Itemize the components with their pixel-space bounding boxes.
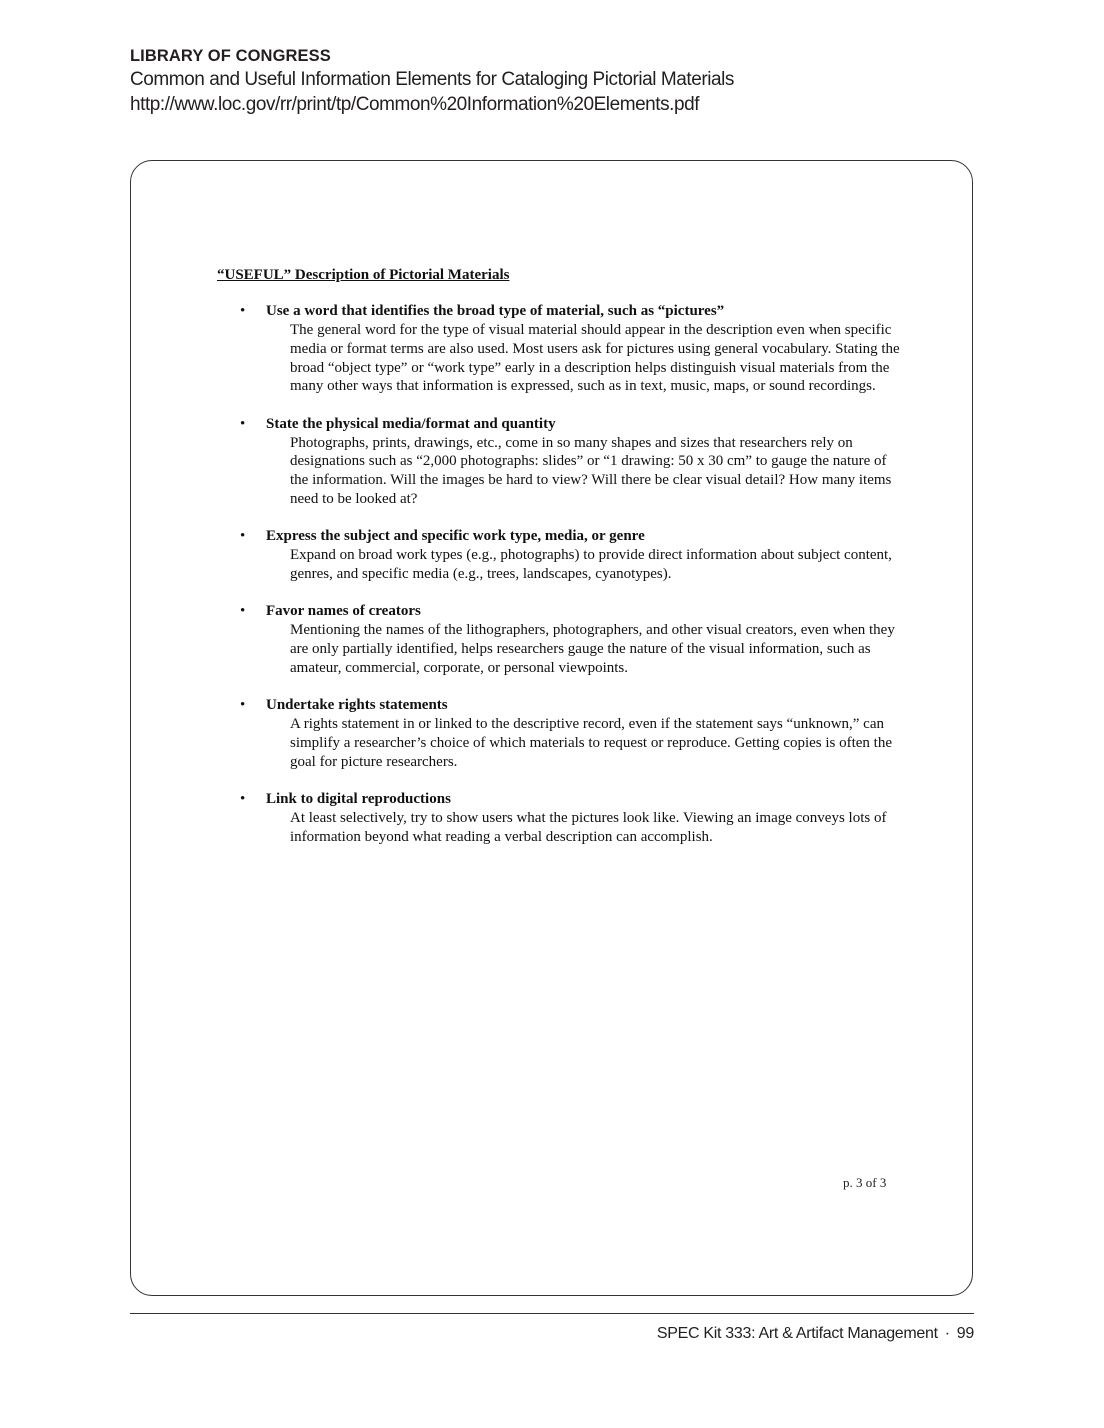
page-footer [657, 1325, 974, 1343]
list-item [217, 696, 907, 771]
item-title: Express the subject and specific work type, media, or genre [266, 528, 645, 545]
bullet-icon: • [240, 603, 246, 620]
item-title: State the physical media/format and quantity [266, 415, 556, 432]
footer-divider [130, 1313, 974, 1314]
item-body: Expand on broad work types (e.g., photographs) to provide direct information about subject content, genres, and specific media (e.g., trees, landscapes, cyanotypes). [290, 547, 892, 583]
section-title: “USEFUL” Description of Pictorial Materials [217, 267, 510, 283]
item-body: The general word for the type of visual material should appear in the description even when specific media or format terms are also used. Most users ask for pictures using general vocabulary. Stating the broad “object type” or “work type” early in a description helps distinguish visual materials from the many other ways that information is expressed, such as in text, music, maps, or sound recordings. [290, 322, 900, 395]
list-item [217, 302, 907, 396]
list-item [217, 602, 907, 677]
item-body: Mentioning the names of the lithographers, photographers, and other visual creators, even when they are only partially identified, helps researchers gauge the nature of the visual information, such as amateur, commercial, corporate, or personal viewpoints. [290, 622, 895, 677]
item-title: Favor names of creators [266, 603, 421, 620]
item-body: Photographs, prints, drawings, etc., come in so many shapes and sizes that researchers rely on designations such as “2,000 photographs: slides” or “1 drawing: 50 x 30 cm” to gauge the nature of the information. Will the images be hard to view? Will there be clear visual detail? How many items need to be looked at? [290, 434, 892, 508]
source-url: http://www.loc.gov/rr/print/tp/Common%20Information%20Elements.pdf [130, 94, 700, 115]
item-title: Use a word that identifies the broad type of material, such as “pictures” [266, 303, 725, 319]
page-number: 99 [956, 1325, 974, 1342]
bullet-icon: • [240, 415, 246, 432]
item-title: Link to digital reproductions [266, 791, 451, 808]
footer-separator: · [944, 1325, 950, 1342]
item-title: Undertake rights statements [266, 697, 448, 714]
organization-name: LIBRARY OF CONGRESS [130, 47, 331, 65]
bullet-icon: • [240, 697, 246, 714]
bullet-icon: • [240, 791, 246, 808]
document-title: Common and Useful Information Elements for Cataloging Pictorial Materials [130, 69, 734, 90]
list-item [217, 415, 907, 509]
item-body: A rights statement in or linked to the descriptive record, even if the statement says “unknown,” can simplify a researcher’s choice of which materials to request or reproduce. Getting copies is often the goal for picture researchers. [290, 716, 893, 770]
bullet-icon: • [240, 528, 246, 545]
document-content [217, 266, 907, 865]
list-item [217, 527, 907, 584]
page-indicator: p. 3 of 3 [843, 1175, 887, 1190]
page-header [130, 45, 734, 117]
bullet-icon: • [240, 303, 246, 319]
publication-title: SPEC Kit 333: Art & Artifact Management [656, 1325, 938, 1342]
item-body: At least selectively, try to show users what the pictures look like. Viewing an image conveys lots of information beyond what reading a verbal description can accomplish. [290, 810, 887, 846]
list-item [217, 790, 907, 847]
